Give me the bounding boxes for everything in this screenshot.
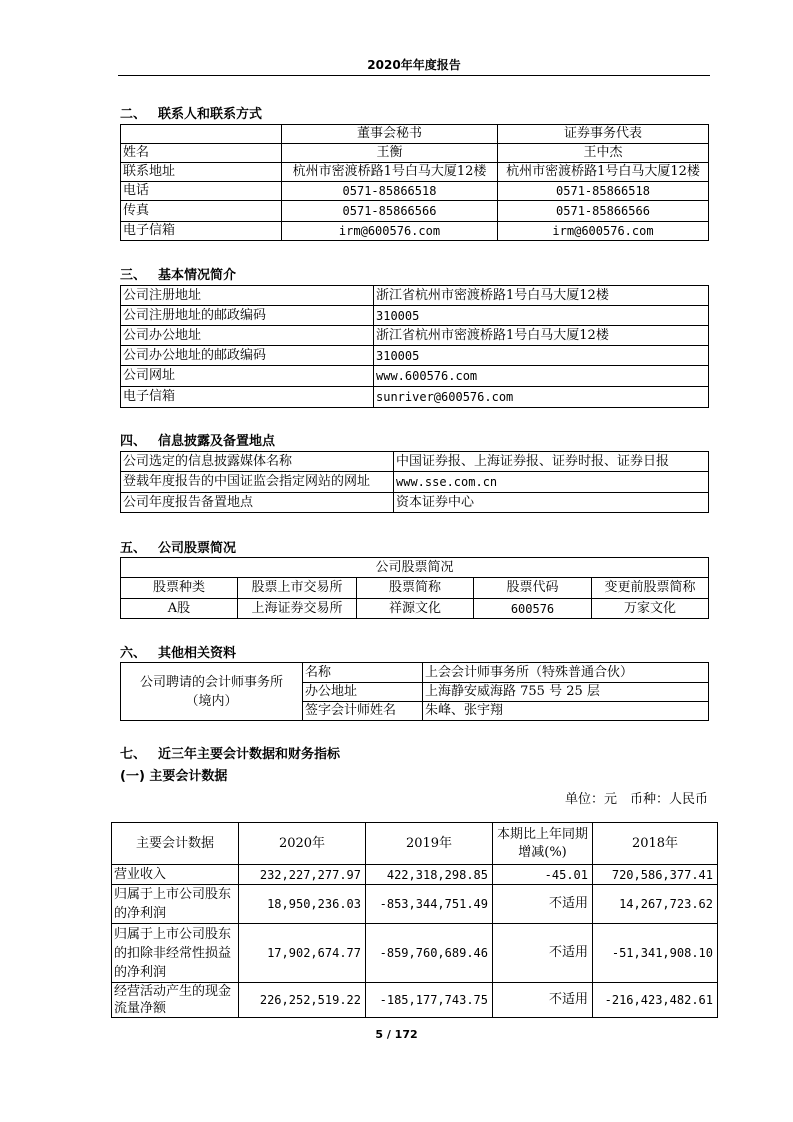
subsection-heading: (一) 主要会计数据	[120, 769, 228, 784]
section-title: 信息披露及备置地点	[158, 434, 276, 449]
auditor-table	[120, 662, 709, 721]
cell: 不适用	[493, 885, 593, 924]
row-label: 电子信箱	[121, 387, 374, 408]
section-5-heading	[120, 537, 236, 556]
cell: -185,177,743.75	[366, 983, 493, 1018]
disclosure-table	[120, 451, 709, 513]
section-title: 其他相关资料	[158, 646, 237, 661]
row-label: 签字会计师姓名	[303, 702, 423, 721]
cell: -45.01	[493, 865, 593, 885]
website-cell: www.600576.com	[374, 366, 709, 387]
cell: 上海证券交易所	[238, 599, 357, 619]
cell: 14,267,723.62	[593, 885, 718, 924]
cell: 0571-85866566	[282, 201, 498, 222]
row-label: 公司年度报告备置地点	[121, 493, 394, 513]
cell: 0571-85866566	[498, 201, 709, 222]
row-label: 公司注册地址的邮政编码	[121, 306, 374, 326]
row-label: 归属于上市公司股东的净利润	[112, 885, 239, 924]
column-header: 股票种类	[121, 578, 238, 599]
row-label: 电子信箱	[121, 222, 282, 241]
section-number: 七、	[120, 747, 147, 762]
section-2-heading	[120, 103, 262, 122]
cell: www.sse.com.cn	[394, 472, 709, 493]
row-label: 姓名	[121, 144, 282, 163]
column-header: 变更前股票简称	[592, 578, 709, 599]
section-7-heading	[120, 743, 340, 762]
cell: 0571-85866518	[498, 182, 709, 201]
row-label: 经营活动产生的现金流量净额	[112, 983, 239, 1018]
section-title: 公司股票简况	[158, 541, 237, 556]
cell: 226,252,519.22	[239, 983, 366, 1018]
cell: 浙江省杭州市密渡桥路1号白马大厦12楼	[374, 286, 709, 306]
unit-label: 单位：元 币种：人民币	[564, 792, 708, 807]
row-label: 营业收入	[112, 865, 239, 885]
cell: 资本证券中心	[394, 493, 709, 513]
column-header: 股票简称	[357, 578, 474, 599]
cell: 朱峰、张宇翔	[423, 702, 709, 721]
row-label: 传真	[121, 201, 282, 222]
column-header: 本期比上年同期增减(%)	[493, 823, 593, 865]
cell: 0571-85866518	[282, 182, 498, 201]
column-header: 董事会秘书	[282, 125, 498, 144]
section-number: 四、	[120, 434, 147, 449]
cell: 18,950,236.03	[239, 885, 366, 924]
row-label: 归属于上市公司股东的扣除非经常性损益的净利润	[112, 924, 239, 983]
column-header: 股票上市交易所	[238, 578, 357, 599]
cell: 中国证券报、上海证券报、证券时报、证券日报	[394, 452, 709, 472]
section-title: 基本情况简介	[158, 268, 237, 283]
section-title: 近三年主要会计数据和财务指标	[158, 747, 341, 762]
column-header: 2020年	[239, 823, 366, 865]
cell: irm@600576.com	[282, 222, 498, 241]
section-3-heading	[120, 264, 236, 283]
column-header: 主要会计数据	[112, 823, 239, 865]
cell: 不适用	[493, 983, 593, 1018]
section-4-heading	[120, 430, 275, 449]
page-header: 2020年年度报告	[118, 56, 710, 76]
email-cell: sunriver@600576.com	[374, 387, 709, 408]
section-6-heading	[120, 642, 236, 661]
cell: 万家文化	[592, 599, 709, 619]
column-header: 证券事务代表	[498, 125, 709, 144]
row-label: 名称	[303, 663, 423, 683]
cell: 浙江省杭州市密渡桥路1号白马大厦12楼	[374, 326, 709, 346]
section-number: 六、	[120, 646, 147, 661]
column-header: 股票代码	[474, 578, 592, 599]
column-header: 2019年	[366, 823, 493, 865]
row-label: 联系地址	[121, 163, 282, 182]
row-label: 办公地址	[303, 683, 423, 702]
accounting-data-table	[111, 822, 718, 1018]
stock-table	[120, 557, 709, 619]
basic-info-table	[120, 285, 709, 408]
cell: 王衡	[282, 144, 498, 163]
cell	[121, 125, 282, 144]
contact-table	[120, 124, 709, 241]
cell: -853,344,751.49	[366, 885, 493, 924]
cell: 王中杰	[498, 144, 709, 163]
row-label: 登载年度报告的中国证监会指定网站的网址	[121, 472, 394, 493]
row-label: 公司选定的信息披露媒体名称	[121, 452, 394, 472]
cell: irm@600576.com	[498, 222, 709, 241]
row-label: 公司注册地址	[121, 286, 374, 306]
cell: -51,341,908.10	[593, 924, 718, 983]
section-number: 五、	[120, 541, 147, 556]
cell: 杭州市密渡桥路1号白马大厦12楼	[282, 163, 498, 182]
section-number: 三、	[120, 268, 147, 283]
cell: 不适用	[493, 924, 593, 983]
cell: 上会会计师事务所（特殊普通合伙）	[423, 663, 709, 683]
cell: A股	[121, 599, 238, 619]
cell: -859,760,689.46	[366, 924, 493, 983]
page-number: 5 / 172	[375, 1028, 418, 1041]
cell: -216,423,482.61	[593, 983, 718, 1018]
cell: 600576	[474, 599, 592, 619]
cell: 310005	[374, 306, 709, 326]
row-label: 电话	[121, 182, 282, 201]
cell: 422,318,298.85	[366, 865, 493, 885]
table-title: 公司股票简况	[121, 558, 709, 578]
column-header: 2018年	[593, 823, 718, 865]
cell: 上海静安威海路 755 号 25 层	[423, 683, 709, 702]
cell: 310005	[374, 346, 709, 366]
row-label: 公司网址	[121, 366, 374, 387]
section-number: 二、	[120, 107, 147, 122]
cell: 720,586,377.41	[593, 865, 718, 885]
cell: 17,902,674.77	[239, 924, 366, 983]
cell: 祥源文化	[357, 599, 474, 619]
section-title: 联系人和联系方式	[158, 107, 263, 122]
cell: 232,227,277.97	[239, 865, 366, 885]
row-label: 公司办公地址	[121, 326, 374, 346]
row-label: 公司办公地址的邮政编码	[121, 346, 374, 366]
row-label: 公司聘请的会计师事务所（境内）	[121, 663, 303, 721]
cell: 杭州市密渡桥路1号白马大厦12楼	[498, 163, 709, 182]
